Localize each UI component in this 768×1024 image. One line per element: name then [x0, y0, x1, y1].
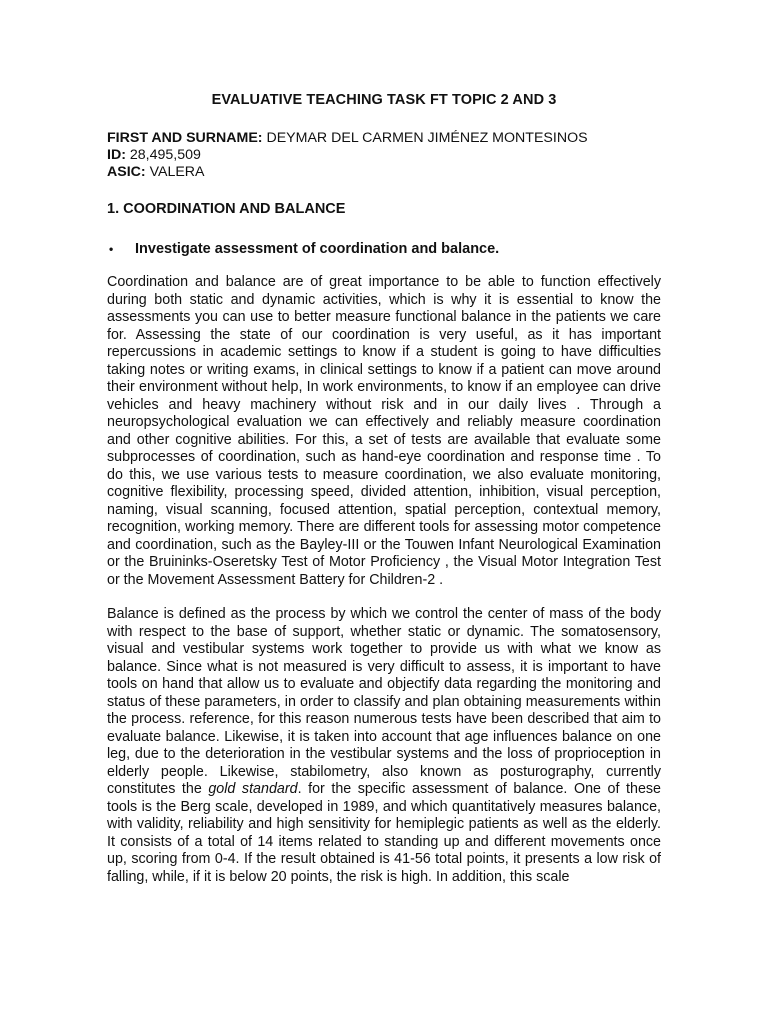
bullet-icon: • [109, 242, 114, 256]
paragraph-balance [107, 606, 661, 886]
section-heading: 1. COORDINATION AND BALANCE [107, 201, 346, 217]
id-value: 28,495,509 [125, 147, 201, 163]
paragraph-coordination: Coordination and balance are of great importance to be able to function effectively during both static and dynamic activities, which is why it is essential to know the assessments you can use to better measure functional balance in the patients we care for. Assessing the state of our coordination is very useful, as it has important repercussions in academic settings to know if a student is going to have difficulties taking notes or writing exams, in clinical settings to know if a patient can move around their environment without help, In work environments, to know if an employee can drive vehicles and heavy machinery without risk and in our daily lives . Through a neuropsychological evaluation we can effectively and reliably measure coordination and other cognitive abilities. For this, a set of tests are available that evaluate some subprocesses of coordination, such as hand-eye coordination and response time . To do this, we use various tests to measure coordination, we also evaluate monitoring, cognitive flexibility, processing speed, divided attention, inhibition, visual perception, naming, visual scanning, focused attention, spatial perception, contextual memory, recognition, working memory. There are different tools for assessing motor competence and coordination, such as the Bayley-III or the Touwen Infant Neurological Examination or the Bruininks-Oseretsky Test of Motor Proficiency , the Visual Motor Integration Test or the Movement Assessment Battery for Children-2 . [107, 274, 661, 588]
asic-line [107, 164, 661, 181]
student-info [107, 130, 661, 181]
bullet-text: Investigate assessment of coordination and balance. [135, 241, 500, 257]
id-label: ID: [107, 147, 126, 163]
bullet-item [107, 241, 661, 257]
name-value: DEYMAR DEL CARMEN JIMÉNEZ MONTESINOS [262, 130, 588, 146]
name-label: FIRST AND SURNAME: [107, 130, 263, 146]
paragraph-balance-part1: Balance is defined as the process by which we control the center of mass of the body with respect to the base of support, whether static or dynamic. The somatosensory, visual and vestibular systems work together to provide us with what we know as balance. Since what is not measured is very difficult to assess, it is important to have tools on hand that allow us to evaluate and objectify data regarding the monitoring and status of these parameters, in order to classify and plan obtaining measurements within the process. reference, for this reason numerous tests have been described that aim to evaluate balance. Likewise, it is taken into account that age influences balance on one leg, due to the deterioration in the vestibular systems and the loss of proprioception in elderly people. Likewise, stabilometry, also known as posturography, currently constitutes the [107, 606, 661, 797]
asic-value: VALERA [145, 164, 205, 180]
asic-label: ASIC: [107, 164, 146, 180]
paragraph-balance-part2: . for the specific assessment of balance. One of these tools is the Berg scale, developed in 1989, and which quantitatively measures balance, with validity, reliability and high sensitivity for hemiplegic patients as well as the elderly. It consists of a total of 14 items related to standing up and different movements once up, scoring from 0-4. If the result obtained is 41-56 total points, it presents a low risk of falling, while, if it is below 20 points, the risk is high. In addition, this scale [107, 781, 661, 885]
name-line [107, 130, 661, 147]
gold-standard-italic: gold standard [208, 781, 298, 797]
document-title: EVALUATIVE TEACHING TASK FT TOPIC 2 AND 3 [211, 92, 557, 108]
id-line [107, 147, 661, 164]
